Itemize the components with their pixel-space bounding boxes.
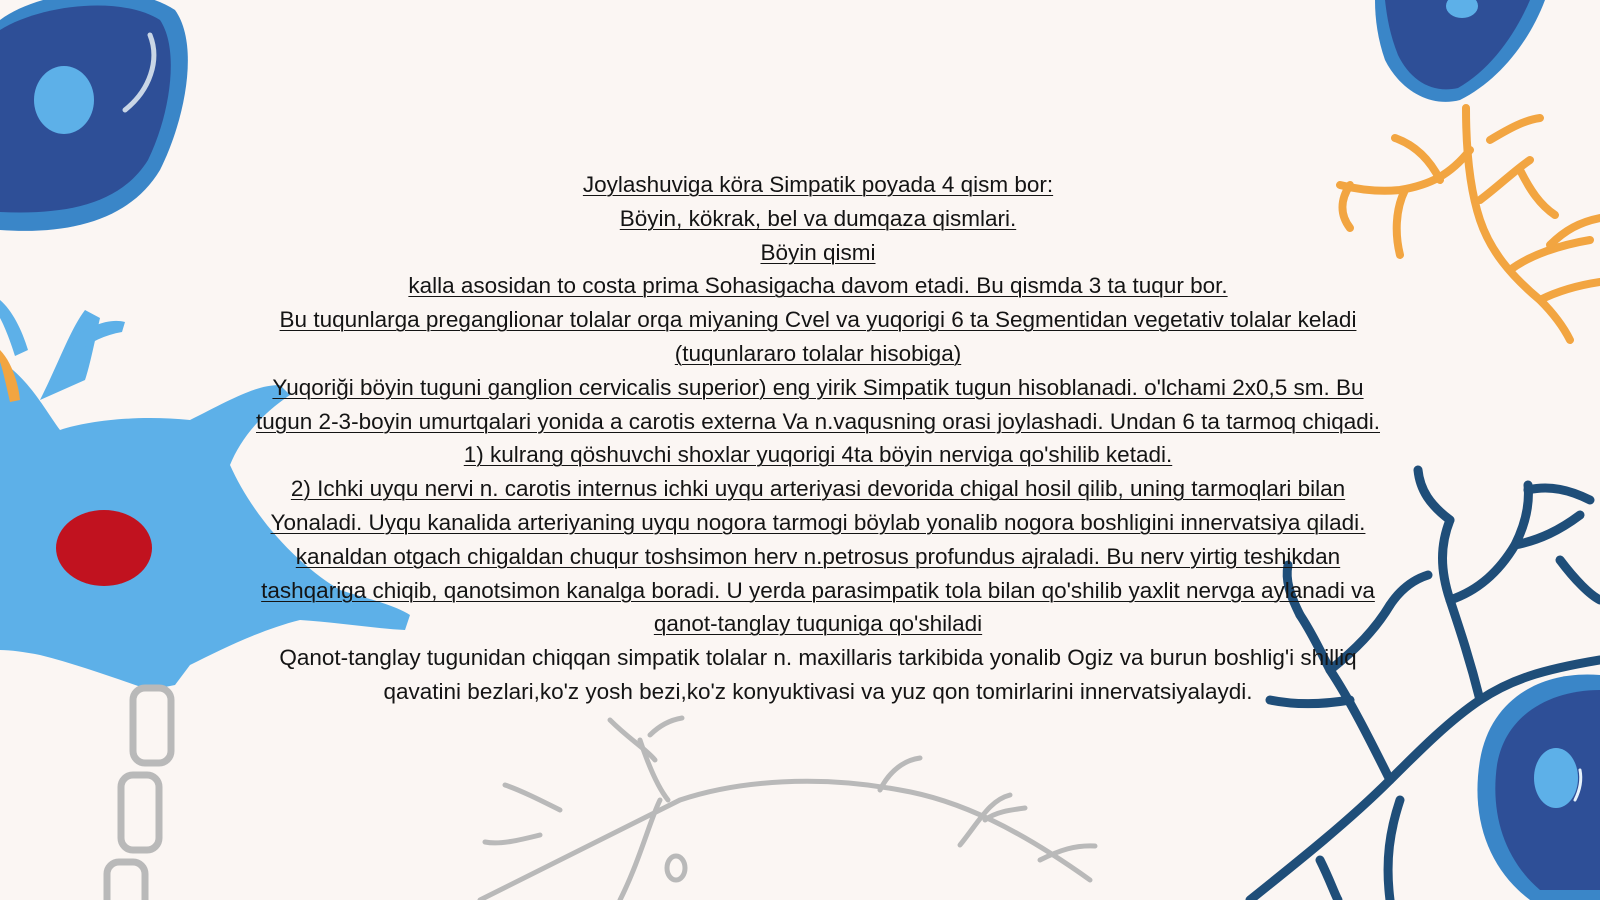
slide-line-7: 1) kulrang qöshuvchi shoxlar yuqorigi 4ta böyin nerviga qo'shilib ketadi. <box>463 442 1173 468</box>
neuron-gray-bottom-icon <box>480 718 1095 900</box>
slide-line-6: Yuqoriği böyin tuguni ganglion cervicalis superior) eng yirik Simpatik tugun hisoblanadi. o'lchami 2x0,5 sm. Bu tugun 2-3-boyin umurtqalari yonida a carotis externa Va n.vaqusning orasi joylashadi. Undan 6 ta tarmoq chiqadi. <box>256 374 1380 434</box>
slide-line-8: 2) Ichki uyqu nervi n. carotis internus ichki uyqu arteriyasi devorida chigal hosil qilib, uning tarmoqlari bilan Yonaladi. Uyqu kanalida arteriyaning uyqu nogora tarmogi böylab yonalib nogora boshligini innervatsiya qiladi. kanaldan otgach chigaldan chuqur toshsimon herv n.petrosus profundus ajraladi. Bu nerv yirtig teshikdan tashqariga chiqib, qanotsimon kanalga boradi. U yerda parasimpatik tola bilan qo'shilib yaxlit nervga aylanadi va qanot-tanglay tuquniga qo'shiladi <box>261 476 1375 637</box>
slide-line-3: Böyin qismi <box>760 239 876 265</box>
slide-line-9: Qanot-tanglay tugunidan chiqqan simpatik tolalar n. maxillaris tarkibida yonalib Ogiz va burun boshlig'i shilliq qavatini bezlari,ko'z yosh bezi,ko'z konyuktivasi va yuz qon tomirlarini innervatsiyalaydi. <box>279 645 1357 704</box>
slide-line-1: Joylashuviga köra Simpatik poyada 4 qism bor: <box>582 172 1054 197</box>
slide-line-5: Bu tuqunlarga preganglionar tolalar orqa miyaning Cvel va yuqorigi 6 ta Segmentidan vegetativ tolalar keladi (tuqunlararo tolalar hisobiga) <box>279 307 1357 366</box>
neuron-cell-top-right-icon <box>1375 0 1545 102</box>
slide-text-block <box>250 168 1386 709</box>
neuron-cell-top-left-icon <box>0 0 188 231</box>
slide-line-2: Böyin, kökrak, bel va dumqaza qismlari. <box>619 205 1017 231</box>
neuron-cell-bottom-right-icon <box>1477 674 1600 900</box>
slide-line-4: kalla asosidan to costa prima Sohasigacha davom etadi. Bu qismda 3 ta tuqur bor. <box>408 273 1228 299</box>
